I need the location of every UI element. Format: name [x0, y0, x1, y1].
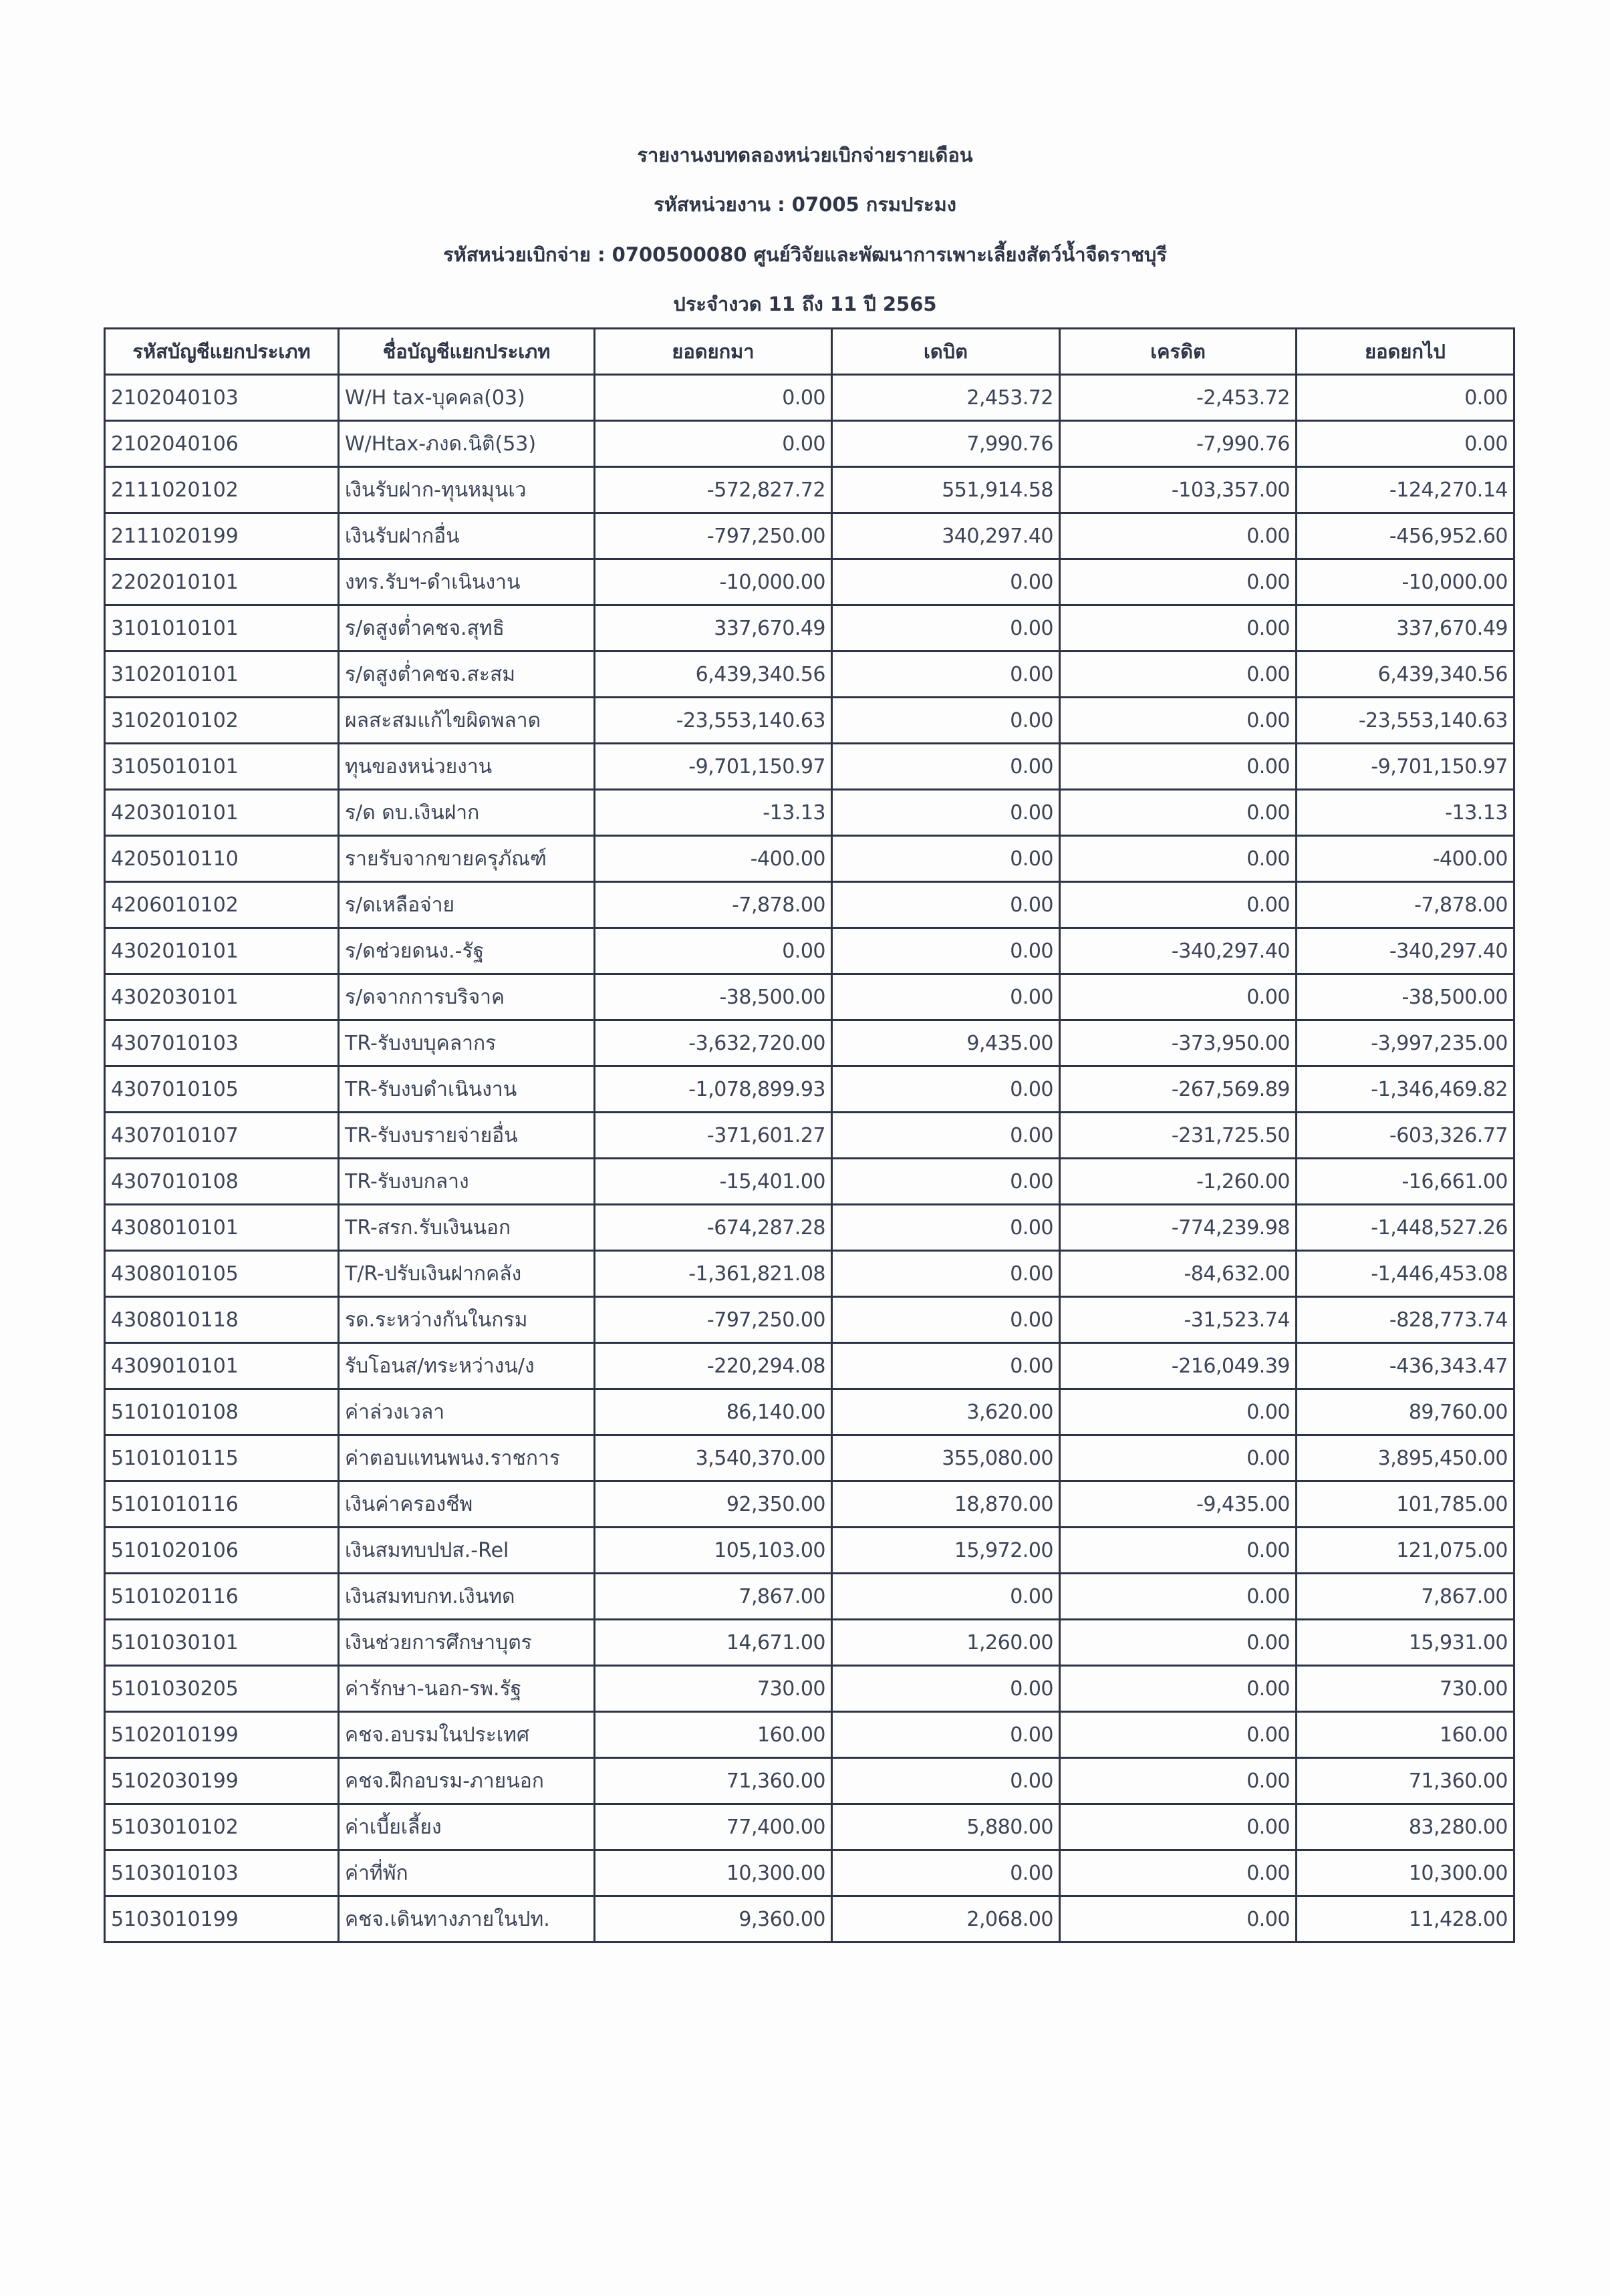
table-row: [105, 1666, 1514, 1712]
cell-account-code: 5101020106: [105, 1528, 339, 1574]
cell-account-code: 4307010107: [105, 1113, 339, 1159]
cell-closing-balance: -9,701,150.97: [1297, 744, 1514, 790]
cell-account-name: ผลสะสมแก้ไขผิดพลาด: [339, 698, 595, 744]
header-closing-balance: ยอดยกไป: [1297, 329, 1514, 375]
cell-account-code: 3105010101: [105, 744, 339, 790]
cell-debit: 3,620.00: [832, 1389, 1060, 1435]
cell-debit: 2,068.00: [832, 1896, 1060, 1943]
table-row: [105, 1481, 1514, 1528]
cell-account-code: 5101020116: [105, 1574, 339, 1620]
header-opening-balance: ยอดยกมา: [595, 329, 832, 375]
cell-opening-balance: -674,287.28: [595, 1205, 832, 1251]
cell-debit: 1,260.00: [832, 1620, 1060, 1666]
cell-debit: 0.00: [832, 605, 1060, 652]
cell-account-name: TR-รับงบดำเนินงาน: [339, 1066, 595, 1113]
table-row: [105, 928, 1514, 974]
cell-account-code: 4307010103: [105, 1020, 339, 1066]
cell-closing-balance: -1,448,527.26: [1297, 1205, 1514, 1251]
report-title: รายงานงบทดลองหน่วยเบิกจ่ายรายเดือน: [637, 144, 973, 166]
cell-closing-balance: 337,670.49: [1297, 605, 1514, 652]
cell-opening-balance: 105,103.00: [595, 1528, 832, 1574]
table-row: [105, 421, 1514, 467]
cell-closing-balance: -38,500.00: [1297, 974, 1514, 1020]
cell-opening-balance: 0.00: [595, 375, 832, 421]
cell-closing-balance: 15,931.00: [1297, 1620, 1514, 1666]
table-row: [105, 1528, 1514, 1574]
cell-account-name: คชจ.เดินทางภายในปท.: [339, 1896, 595, 1943]
cell-account-code: 5102010199: [105, 1712, 339, 1758]
cell-debit: 0.00: [832, 1159, 1060, 1205]
cell-account-name: ร/ดสูงต่ำคชจ.สุทธิ: [339, 605, 595, 652]
cell-account-name: ร/ด ดบ.เงินฝาก: [339, 790, 595, 836]
cell-opening-balance: -15,401.00: [595, 1159, 832, 1205]
header-account-name: ชื่อบัญชีแยกประเภท: [339, 329, 595, 375]
cell-credit: -103,357.00: [1060, 467, 1297, 513]
table-row: [105, 1113, 1514, 1159]
cell-credit: 0.00: [1060, 1850, 1297, 1896]
cell-account-code: 2111020199: [105, 513, 339, 559]
cell-debit: 5,880.00: [832, 1804, 1060, 1850]
cell-closing-balance: -7,878.00: [1297, 882, 1514, 928]
table-row: [105, 605, 1514, 652]
cell-account-code: 4307010108: [105, 1159, 339, 1205]
cell-credit: -9,435.00: [1060, 1481, 1297, 1528]
cell-debit: 0.00: [832, 928, 1060, 974]
cell-closing-balance: 10,300.00: [1297, 1850, 1514, 1896]
cell-closing-balance: -3,997,235.00: [1297, 1020, 1514, 1066]
cell-opening-balance: 730.00: [595, 1666, 832, 1712]
cell-account-name: เงินรับฝาก-ทุนหมุนเว: [339, 467, 595, 513]
table-row: [105, 1712, 1514, 1758]
cell-account-code: 4308010105: [105, 1251, 339, 1297]
cell-account-name: ร/ดสูงต่ำคชจ.สะสม: [339, 652, 595, 698]
cell-closing-balance: -13.13: [1297, 790, 1514, 836]
cell-account-code: 4302010101: [105, 928, 339, 974]
cell-credit: 0.00: [1060, 605, 1297, 652]
cell-account-code: 5102030199: [105, 1758, 339, 1804]
cell-account-code: 4302030101: [105, 974, 339, 1020]
cell-account-name: เงินค่าครองชีพ: [339, 1481, 595, 1528]
table-row: [105, 698, 1514, 744]
cell-account-name: รับโอนส/ทระหว่างน/ง: [339, 1343, 595, 1389]
cell-opening-balance: 6,439,340.56: [595, 652, 832, 698]
cell-debit: 0.00: [832, 790, 1060, 836]
table-body: [105, 375, 1514, 1943]
cell-opening-balance: -371,601.27: [595, 1113, 832, 1159]
cell-opening-balance: 10,300.00: [595, 1850, 832, 1896]
cell-debit: 0.00: [832, 1066, 1060, 1113]
table-row: [105, 513, 1514, 559]
cell-account-name: เงินสมทบปปส.-Rel: [339, 1528, 595, 1574]
cell-credit: 0.00: [1060, 513, 1297, 559]
cell-closing-balance: 121,075.00: [1297, 1528, 1514, 1574]
cell-closing-balance: 0.00: [1297, 375, 1514, 421]
cell-opening-balance: -797,250.00: [595, 513, 832, 559]
cell-closing-balance: 71,360.00: [1297, 1758, 1514, 1804]
table-row: [105, 559, 1514, 605]
trial-balance-table: [104, 327, 1515, 1943]
table-row: [105, 1435, 1514, 1481]
cell-account-name: ทุนของหน่วยงาน: [339, 744, 595, 790]
cell-debit: 0.00: [832, 744, 1060, 790]
cell-debit: 0.00: [832, 882, 1060, 928]
table-row: [105, 1804, 1514, 1850]
table-row: [105, 974, 1514, 1020]
cell-account-name: คชจ.ฝึกอบรม-ภายนอก: [339, 1758, 595, 1804]
cell-credit: -231,725.50: [1060, 1113, 1297, 1159]
cell-credit: 0.00: [1060, 1528, 1297, 1574]
cell-closing-balance: -124,270.14: [1297, 467, 1514, 513]
cell-credit: 0.00: [1060, 882, 1297, 928]
cell-credit: 0.00: [1060, 1666, 1297, 1712]
cell-account-name: TR-สรก.รับเงินนอก: [339, 1205, 595, 1251]
table-row: [105, 1205, 1514, 1251]
cell-debit: 0.00: [832, 1251, 1060, 1297]
cell-credit: -1,260.00: [1060, 1159, 1297, 1205]
table-row: [105, 1896, 1514, 1943]
cell-opening-balance: -400.00: [595, 836, 832, 882]
cell-closing-balance: -603,326.77: [1297, 1113, 1514, 1159]
cell-closing-balance: 3,895,450.00: [1297, 1435, 1514, 1481]
cell-debit: 0.00: [832, 1574, 1060, 1620]
cell-closing-balance: 101,785.00: [1297, 1481, 1514, 1528]
table-row: [105, 790, 1514, 836]
cell-closing-balance: -340,297.40: [1297, 928, 1514, 974]
header-account-code: รหัสบัญชีแยกประเภท: [105, 329, 339, 375]
cell-account-code: 4308010101: [105, 1205, 339, 1251]
cell-opening-balance: -13.13: [595, 790, 832, 836]
cell-account-code: 4308010118: [105, 1297, 339, 1343]
cell-account-code: 5101010115: [105, 1435, 339, 1481]
cell-account-name: ร/ดจากการบริจาค: [339, 974, 595, 1020]
cell-debit: 0.00: [832, 1758, 1060, 1804]
cell-credit: 0.00: [1060, 1574, 1297, 1620]
cell-debit: 18,870.00: [832, 1481, 1060, 1528]
cell-account-name: T/R-ปรับเงินฝากคลัง: [339, 1251, 595, 1297]
table-row: [105, 1159, 1514, 1205]
cell-opening-balance: 71,360.00: [595, 1758, 832, 1804]
cell-opening-balance: 160.00: [595, 1712, 832, 1758]
cell-credit: 0.00: [1060, 1435, 1297, 1481]
table-header-row: [105, 329, 1514, 375]
cell-credit: -7,990.76: [1060, 421, 1297, 467]
cell-debit: 0.00: [832, 974, 1060, 1020]
table-row: [105, 1758, 1514, 1804]
cell-debit: 0.00: [832, 1113, 1060, 1159]
cell-credit: 0.00: [1060, 1620, 1297, 1666]
cell-account-code: 3102010101: [105, 652, 339, 698]
cell-account-name: W/Htax-ภงด.นิติ(53): [339, 421, 595, 467]
cell-account-name: ร/ดช่วยดนง.-รัฐ: [339, 928, 595, 974]
cell-credit: -2,453.72: [1060, 375, 1297, 421]
table-row: [105, 467, 1514, 513]
cell-account-code: 3101010101: [105, 605, 339, 652]
cell-account-name: งทร.รับฯ-ดำเนินงาน: [339, 559, 595, 605]
cell-credit: 0.00: [1060, 1712, 1297, 1758]
table-row: [105, 1020, 1514, 1066]
cell-credit: 0.00: [1060, 790, 1297, 836]
cell-account-name: ค่าที่พัก: [339, 1850, 595, 1896]
cell-opening-balance: -220,294.08: [595, 1343, 832, 1389]
cell-debit: 15,972.00: [832, 1528, 1060, 1574]
cell-debit: 0.00: [832, 698, 1060, 744]
cell-credit: 0.00: [1060, 1804, 1297, 1850]
cell-account-code: 4203010101: [105, 790, 339, 836]
cell-opening-balance: -797,250.00: [595, 1297, 832, 1343]
cell-closing-balance: -10,000.00: [1297, 559, 1514, 605]
table-row: [105, 652, 1514, 698]
cell-credit: 0.00: [1060, 974, 1297, 1020]
cell-debit: 0.00: [832, 1850, 1060, 1896]
cell-account-code: 4206010102: [105, 882, 339, 928]
table-row: [105, 1251, 1514, 1297]
cell-opening-balance: 0.00: [595, 421, 832, 467]
cell-debit: 0.00: [832, 1712, 1060, 1758]
cell-closing-balance: -456,952.60: [1297, 513, 1514, 559]
cell-debit: 0.00: [832, 1666, 1060, 1712]
cell-debit: 0.00: [832, 1297, 1060, 1343]
cell-closing-balance: -400.00: [1297, 836, 1514, 882]
cell-account-code: 5101030101: [105, 1620, 339, 1666]
cell-debit: 0.00: [832, 652, 1060, 698]
cell-account-code: 5103010199: [105, 1896, 339, 1943]
cell-credit: 0.00: [1060, 1896, 1297, 1943]
cell-closing-balance: -1,446,453.08: [1297, 1251, 1514, 1297]
cell-opening-balance: 7,867.00: [595, 1574, 832, 1620]
table-row: [105, 375, 1514, 421]
cell-debit: 0.00: [832, 836, 1060, 882]
cell-credit: 0.00: [1060, 652, 1297, 698]
cell-account-code: 5101010108: [105, 1389, 339, 1435]
cell-account-code: 2111020102: [105, 467, 339, 513]
cell-account-name: รายรับจากขายครุภัณฑ์: [339, 836, 595, 882]
cell-account-code: 3102010102: [105, 698, 339, 744]
table-row: [105, 1574, 1514, 1620]
cell-account-name: เงินสมทบกท.เงินทด: [339, 1574, 595, 1620]
cell-account-name: รด.ระหว่างกันในกรม: [339, 1297, 595, 1343]
cell-account-name: W/H tax-บุคคล(03): [339, 375, 595, 421]
cell-account-name: ค่าเบี้ยเลี้ยง: [339, 1804, 595, 1850]
cell-closing-balance: 160.00: [1297, 1712, 1514, 1758]
table-row: [105, 1620, 1514, 1666]
cell-closing-balance: 7,867.00: [1297, 1574, 1514, 1620]
cell-credit: 0.00: [1060, 559, 1297, 605]
header-credit: เครดิต: [1060, 329, 1297, 375]
table-row: [105, 1343, 1514, 1389]
cell-debit: 0.00: [832, 1205, 1060, 1251]
header-debit: เดบิต: [832, 329, 1060, 375]
cell-account-code: 5103010103: [105, 1850, 339, 1896]
cell-account-name: TR-รับงบบุคลากร: [339, 1020, 595, 1066]
cell-closing-balance: 0.00: [1297, 421, 1514, 467]
table-row: [105, 836, 1514, 882]
cell-opening-balance: 77,400.00: [595, 1804, 832, 1850]
cell-debit: 0.00: [832, 559, 1060, 605]
cell-closing-balance: 6,439,340.56: [1297, 652, 1514, 698]
table-row: [105, 882, 1514, 928]
cell-credit: 0.00: [1060, 1758, 1297, 1804]
cell-opening-balance: 92,350.00: [595, 1481, 832, 1528]
cell-credit: -216,049.39: [1060, 1343, 1297, 1389]
cell-debit: 355,080.00: [832, 1435, 1060, 1481]
cell-opening-balance: -3,632,720.00: [595, 1020, 832, 1066]
table-row: [105, 744, 1514, 790]
cell-opening-balance: -572,827.72: [595, 467, 832, 513]
cell-closing-balance: -828,773.74: [1297, 1297, 1514, 1343]
table-row: [105, 1389, 1514, 1435]
cell-credit: -340,297.40: [1060, 928, 1297, 974]
cell-account-code: 5103010102: [105, 1804, 339, 1850]
cell-credit: -267,569.89: [1060, 1066, 1297, 1113]
cell-credit: 0.00: [1060, 1389, 1297, 1435]
cell-debit: 9,435.00: [832, 1020, 1060, 1066]
cell-closing-balance: -436,343.47: [1297, 1343, 1514, 1389]
cell-closing-balance: -1,346,469.82: [1297, 1066, 1514, 1113]
cell-credit: 0.00: [1060, 744, 1297, 790]
cell-account-name: ร/ดเหลือจ่าย: [339, 882, 595, 928]
cell-credit: -84,632.00: [1060, 1251, 1297, 1297]
agency-code-line: รหัสหน่วยงาน : 07005 กรมประมง: [654, 193, 956, 216]
cell-account-code: 4205010110: [105, 836, 339, 882]
cell-opening-balance: -9,701,150.97: [595, 744, 832, 790]
cell-closing-balance: 11,428.00: [1297, 1896, 1514, 1943]
period-line: ประจำงวด 11 ถึง 11 ปี 2565: [673, 293, 937, 315]
cell-closing-balance: -16,661.00: [1297, 1159, 1514, 1205]
cell-account-name: คชจ.อบรมในประเทศ: [339, 1712, 595, 1758]
cell-debit: 0.00: [832, 1343, 1060, 1389]
cell-account-code: 2102040106: [105, 421, 339, 467]
cell-closing-balance: 89,760.00: [1297, 1389, 1514, 1435]
cell-opening-balance: -23,553,140.63: [595, 698, 832, 744]
cell-account-name: เงินช่วยการศึกษาบุตร: [339, 1620, 595, 1666]
cell-closing-balance: 730.00: [1297, 1666, 1514, 1712]
cell-credit: 0.00: [1060, 698, 1297, 744]
cell-credit: -774,239.98: [1060, 1205, 1297, 1251]
cell-account-code: 5101030205: [105, 1666, 339, 1712]
cell-account-name: ค่าตอบแทนพนง.ราชการ: [339, 1435, 595, 1481]
cell-debit: 7,990.76: [832, 421, 1060, 467]
cell-closing-balance: 83,280.00: [1297, 1804, 1514, 1850]
cell-credit: -373,950.00: [1060, 1020, 1297, 1066]
cell-account-code: 5101010116: [105, 1481, 339, 1528]
cell-debit: 551,914.58: [832, 467, 1060, 513]
cell-account-code: 2102040103: [105, 375, 339, 421]
cell-opening-balance: 0.00: [595, 928, 832, 974]
cell-opening-balance: 3,540,370.00: [595, 1435, 832, 1481]
cell-account-code: 4309010101: [105, 1343, 339, 1389]
cell-opening-balance: -1,361,821.08: [595, 1251, 832, 1297]
disbursing-unit-line: รหัสหน่วยเบิกจ่าย : 0700500080 ศูนย์วิจัยและพัฒนาการเพาะเลี้ยงสัตว์น้ำจืดราชบุรี: [443, 243, 1167, 266]
cell-opening-balance: 9,360.00: [595, 1896, 832, 1943]
cell-opening-balance: 86,140.00: [595, 1389, 832, 1435]
cell-opening-balance: -7,878.00: [595, 882, 832, 928]
cell-credit: 0.00: [1060, 836, 1297, 882]
cell-debit: 2,453.72: [832, 375, 1060, 421]
cell-account-name: ค่าล่วงเวลา: [339, 1389, 595, 1435]
cell-opening-balance: 14,671.00: [595, 1620, 832, 1666]
cell-account-name: เงินรับฝากอื่น: [339, 513, 595, 559]
cell-closing-balance: -23,553,140.63: [1297, 698, 1514, 744]
cell-credit: -31,523.74: [1060, 1297, 1297, 1343]
cell-opening-balance: -10,000.00: [595, 559, 832, 605]
cell-account-name: TR-รับงบกลาง: [339, 1159, 595, 1205]
cell-account-name: TR-รับงบรายจ่ายอื่น: [339, 1113, 595, 1159]
table-row: [105, 1066, 1514, 1113]
cell-debit: 340,297.40: [832, 513, 1060, 559]
cell-account-code: 2202010101: [105, 559, 339, 605]
cell-opening-balance: -1,078,899.93: [595, 1066, 832, 1113]
cell-opening-balance: -38,500.00: [595, 974, 832, 1020]
table-row: [105, 1850, 1514, 1896]
cell-account-name: ค่ารักษา-นอก-รพ.รัฐ: [339, 1666, 595, 1712]
table-row: [105, 1297, 1514, 1343]
cell-opening-balance: 337,670.49: [595, 605, 832, 652]
cell-account-code: 4307010105: [105, 1066, 339, 1113]
